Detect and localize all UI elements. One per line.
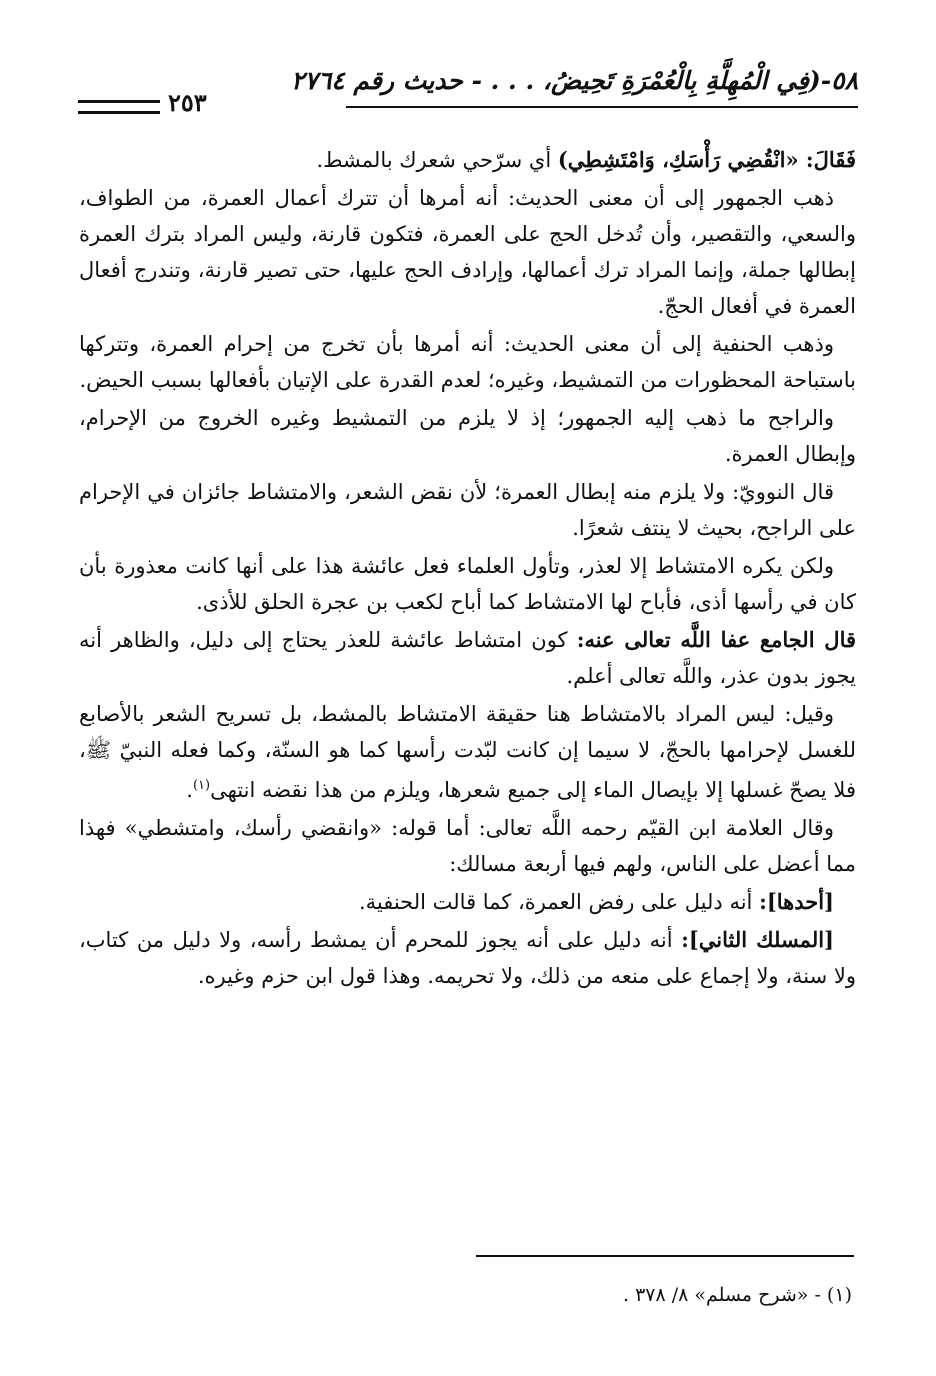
chapter-title: ٥٨-(فِي الْمُهِلَّةِ بِالْعُمْرَةِ تَحِيضُ، . . . - حديث رقم ٢٧٦٤ <box>291 66 858 95</box>
author-note-lead: قال الجامع عفا اللَّه تعالى عنه: <box>576 627 857 652</box>
hadith-quote: فَقَالَ: «انْقُضِي رَأْسَكِ، وَامْتَشِطِي) <box>557 147 856 172</box>
paragraph-text: وذهب الحنفية إلى أن معنى الحديث: أنه أمرها بأن تخرج من إحرام العمرة، وتتركها باستباحة المحظورات من التمشيط، وغيره؛ لعدم القدرة على الإتيان بأفعالها بسبب الحيض. <box>79 332 856 392</box>
paragraph-text: كون امتشاط عائشة للعذر يحتاج إلى دليل، والظاهر أنه يجوز بدون عذر، واللَّه تعالى أعلم. <box>79 628 856 688</box>
paragraph-8 <box>79 696 856 808</box>
paragraph-text: أي سرّحي شعرك بالمشط. <box>316 148 558 172</box>
paragraph-text: قال النوويّ: ولا يلزم منه إبطال العمرة؛ لأن نقض الشعر، والامتشاط جائزان في الإحرام على الراجح، بحيث لا ينتف شعرًا. <box>79 480 856 540</box>
paragraph-tail: . <box>186 778 193 802</box>
paragraph-text: والراجح ما ذهب إليه الجمهور؛ إذ لا يلزم من التمشيط وغيره الخروج من الإحرام، وإبطال العمرة. <box>79 406 856 466</box>
paragraph-4 <box>79 400 856 472</box>
header-double-rule <box>78 100 160 114</box>
header-rule <box>346 106 858 108</box>
paragraph-text: أنه دليل على رفض العمرة، كما قالت الحنفية. <box>358 890 760 914</box>
paragraph-6 <box>79 548 856 620</box>
paragraph-9 <box>79 810 856 882</box>
footnote: (١) - «شرح مسلم» ٨/ ٣٧٨ . <box>622 1284 852 1306</box>
paragraph-2 <box>79 180 856 324</box>
path-two-label: [المسلك الثاني]: <box>681 927 834 952</box>
paragraph-7 <box>79 622 856 694</box>
path-one-label: [أحدها]: <box>759 889 834 914</box>
paragraph-11 <box>79 922 856 994</box>
paragraph-text: ولكن يكره الامتشاط إلا لعذر، وتأول العلماء فعل عائشة هذا على أنها كانت معذورة بأن كان في رأسها أذى، فأباح لها الامتشاط كما أباح لكعب بن عجرة الحلق للأذى. <box>79 554 856 614</box>
page-number: ٢٥٣ <box>168 88 207 117</box>
paragraph-1 <box>79 142 856 178</box>
paragraph-10 <box>79 884 856 920</box>
paragraph-text: وقال العلامة ابن القيّم رحمه اللَّه تعالى: أما قوله: «وانقضي رأسك، وامتشطي» فهذا مما أعضل على الناس، ولهم فيها أربعة مسالك: <box>79 816 856 876</box>
paragraph-text: ذهب الجمهور إلى أن معنى الحديث: أنه أمرها أن تترك أعمال العمرة، من الطواف، والسعي، والتقصير، وأن تُدخل الحج على العمرة، فتكون قارنة، وليس المراد بترك العمرة إبطالها جملة، وإنما المراد ترك أعمالها، وإرادف الحج عليها، حتى تصير قارنة، وتندرج أفعال العمرة في أفعال الحجّ. <box>79 186 856 318</box>
paragraph-text: أنه دليل على أنه يجوز للمحرم أن يمشط رأسه، ولا دليل من كتاب، ولا سنة، ولا إجماع على منعه من ذلك، ولا تحريمه. وهذا قول ابن حزم وغيره. <box>79 928 856 988</box>
footnote-rule <box>476 1255 854 1257</box>
body-text <box>79 142 856 996</box>
paragraph-text: وقيل: ليس المراد بالامتشاط هنا حقيقة الامتشاط بالمشط، بل تسريح الشعر بالأصابع للغسل لإحرامها بالحجّ، لا سيما إن كانت لبّدت رأسها كما هو السنّة، وكما فعله النبيّ ﷺ، فلا يصحّ غسلها إلا بإيصال الماء إلى جميع شعرها، ويلزم من هذا نقضه انتهى <box>79 702 856 802</box>
running-header <box>78 60 858 116</box>
footnote-marker[interactable]: (١) <box>192 778 211 793</box>
paragraph-5 <box>79 474 856 546</box>
paragraph-3 <box>79 326 856 398</box>
